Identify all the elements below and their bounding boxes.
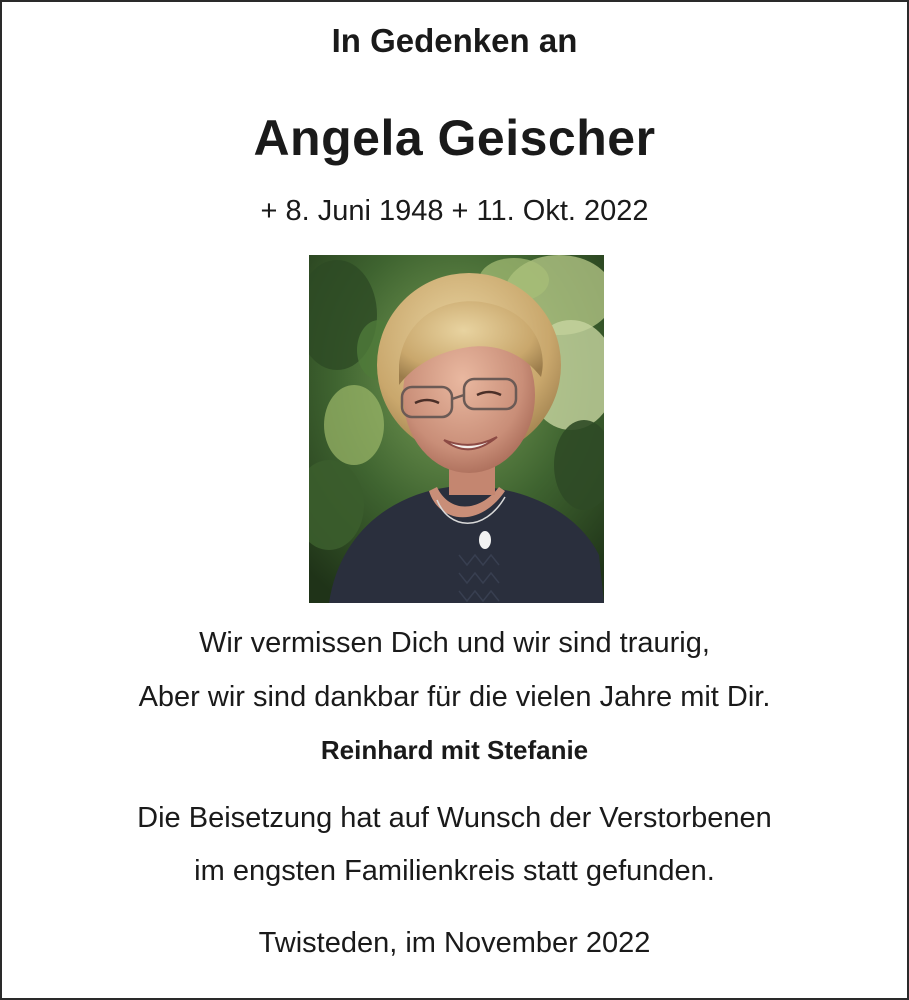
portrait-photo xyxy=(309,255,604,603)
funeral-note-line-2: im engsten Familienkreis statt gefunden. xyxy=(194,855,715,887)
portrait-image xyxy=(309,255,604,603)
life-dates: + 8. Juni 1948 + 11. Okt. 2022 xyxy=(260,195,649,227)
deceased-name: Angela Geischer xyxy=(253,110,656,166)
memorial-heading: In Gedenken an xyxy=(331,22,578,59)
mourners-names: Reinhard mit Stefanie xyxy=(320,735,589,765)
verse-line-2: Aber wir sind dankbar für die vielen Jahre mit Dir. xyxy=(138,681,771,713)
place-and-date: Twisteden, im November 2022 xyxy=(258,927,651,959)
verse-line-1: Wir vermissen Dich und wir sind traurig, xyxy=(199,627,710,659)
funeral-note-line-1: Die Beisetzung hat auf Wunsch der Verstorbenen xyxy=(137,802,772,834)
